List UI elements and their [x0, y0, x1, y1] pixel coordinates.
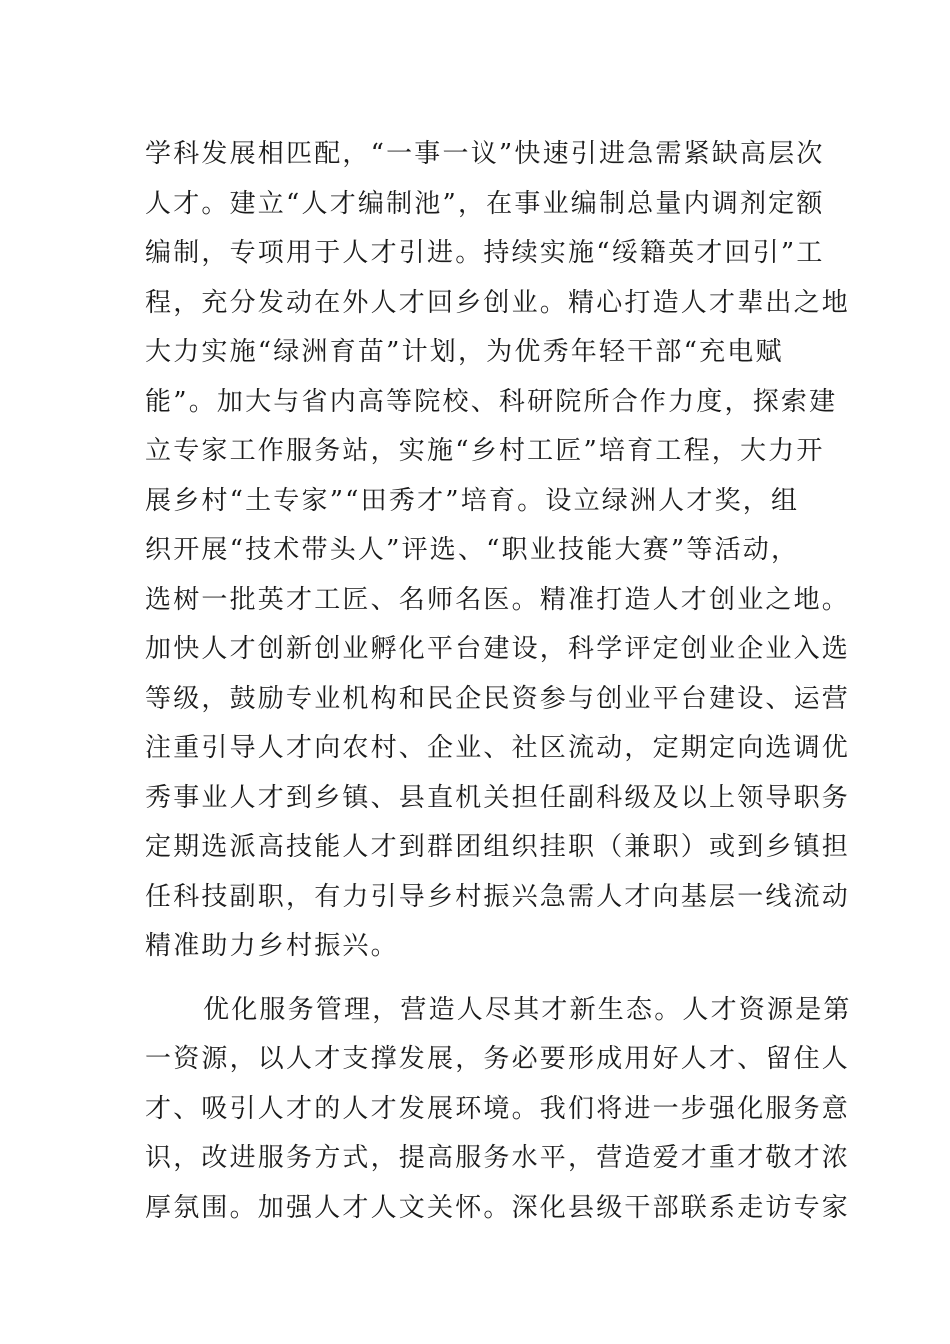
text-line: 等级，鼓励专业机构和民企民资参与创业平台建设、运营 [145, 683, 851, 714]
text-line: 注重引导人才向农村、企业、社区流动，定期定向选调优 [145, 733, 851, 763]
text-line: 大力实施“绿洲育苗”计划，为优秀年轻干部“充电赋 [145, 337, 784, 367]
text-line: 一资源，以人才支撑发展，务必要形成用好人才、留住人 [145, 1044, 851, 1074]
text-line: 定期选派高技能人才到群团组织挂职（兼职）或到乡镇担 [145, 832, 851, 862]
text-line: 秀事业人才到乡镇、县直机关担任副科级及以上领导职务 [145, 782, 851, 813]
text-line: 学科发展相匹配，“一事一议”快速引进急需紧缺高层次 [145, 139, 825, 169]
text-line: 人才。建立“人才编制池”，在事业编制总量内调剂定额 [145, 188, 825, 219]
document-body [145, 130, 852, 1233]
text-line: 才、吸引人才的人才发展环境。我们将进一步强化服务意 [145, 1093, 851, 1124]
text-line: 加快人才创新创业孵化平台建设，科学评定创业企业入选 [145, 634, 851, 664]
text-line: 织开展“技术带头人”评选、“职业技能大赛”等活动， [145, 535, 800, 565]
text-line: 识，改进服务方式，提高服务水平，营造爱才重才敬才浓 [145, 1143, 851, 1173]
text-line: 能”。加大与省内高等院校、科研院所合作力度，探索建 [145, 386, 838, 417]
paragraph-2 [145, 986, 852, 1234]
paragraph-1 [145, 130, 851, 972]
text-line: 程，充分发动在外人才回乡创业。精心打造人才辈出之地 [145, 287, 851, 318]
text-line: 编制，专项用于人才引进。持续实施“绥籍英才回引”工 [145, 238, 825, 268]
text-line: 精准助力乡村振兴。 [145, 931, 399, 961]
text-line: 展乡村“土专家”“田秀才”培育。设立绿洲人才奖，组 [145, 485, 800, 516]
text-line: 选树一批英才工匠、名师名医。精准打造人才创业之地。 [145, 584, 851, 615]
text-line-first: 优化服务管理，营造人尽其才新生态。人才资源是第 [203, 994, 852, 1025]
paragraph-gap [145, 972, 810, 986]
text-line: 厚氛围。加强人才人文关怀。深化县级干部联系走访专家 [145, 1192, 851, 1223]
text-line: 立专家工作服务站，实施“乡村工匠”培育工程，大力开 [145, 436, 825, 466]
text-line: 任科技副职，有力引导乡村振兴急需人才向基层一线流动 [145, 881, 851, 912]
